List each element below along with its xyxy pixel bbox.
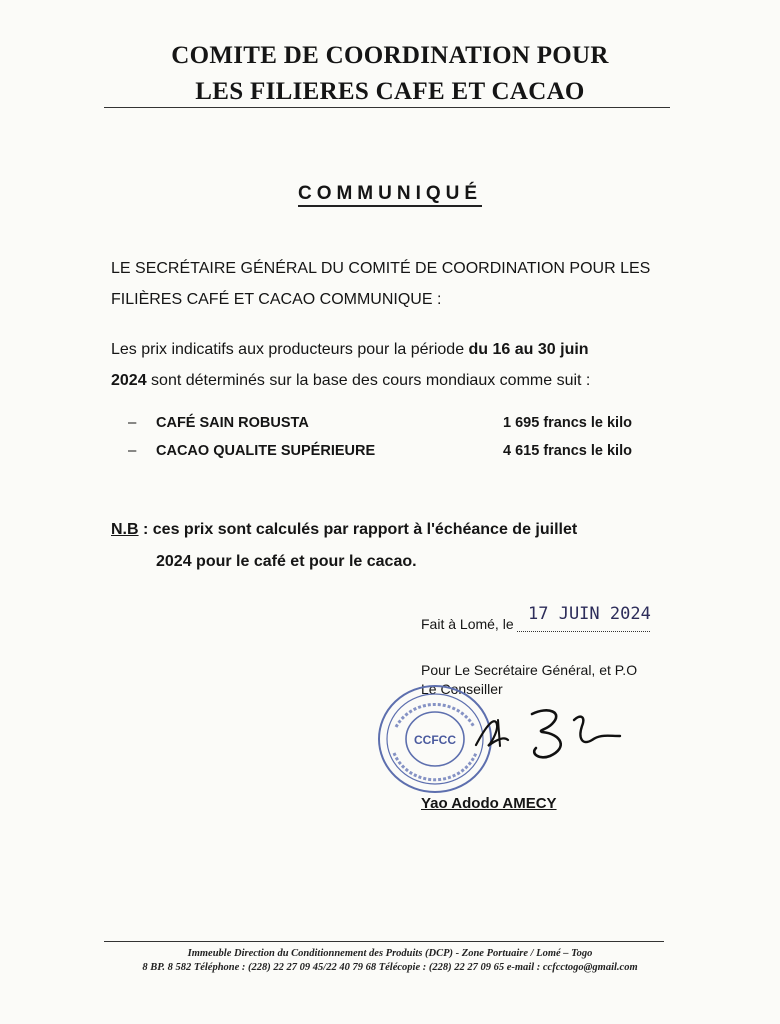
list-bullet: – xyxy=(128,414,137,431)
prices-intro-line2: 2024 sont déterminés sur la base des cours mondiaux comme suit : xyxy=(111,372,591,389)
product-name: CAFÉ SAIN ROBUSTA xyxy=(156,415,309,431)
intro-line2: FILIÈRES CAFÉ ET CACAO COMMUNIQUE : xyxy=(111,291,442,308)
signatory-for: Pour Le Secrétaire Général, et P.O xyxy=(421,662,638,678)
org-name-line1: COMITE DE COORDINATION POUR xyxy=(171,42,609,69)
stamp-text: CCFCC xyxy=(414,733,456,747)
header-rule xyxy=(104,107,670,108)
signatory-name: Yao Adodo AMECY xyxy=(421,795,557,812)
product-price: 4 615 francs le kilo xyxy=(503,443,632,459)
prices-intro-line1: Les prix indicatifs aux producteurs pour la période du 16 au 30 juin xyxy=(111,341,589,358)
list-bullet: – xyxy=(128,442,137,459)
intro-line1: LE SECRÉTAIRE GÉNÉRAL DU COMITÉ DE COORDINATION POUR LES xyxy=(111,260,651,277)
note-line2: 2024 pour le café et pour le cacao. xyxy=(156,553,417,570)
footer-contact: 8 BP. 8 582 Téléphone : (228) 22 27 09 45/22 40 79 68 Télécopie : (228) 22 27 09 65 e-mail : ccfcctogo@gmail.com xyxy=(142,962,638,973)
product-name: CACAO QUALITE SUPÉRIEURE xyxy=(156,443,376,459)
place-date-label: Fait à Lomé, le xyxy=(421,616,514,632)
note-label: N.B xyxy=(111,521,139,538)
footer-rule xyxy=(104,941,664,942)
date-dotted-line xyxy=(517,631,650,632)
footer-address: Immeuble Direction du Conditionnement des Produits (DCP) - Zone Portuaire / Lomé – Togo xyxy=(187,948,593,959)
note-line1: N.B : ces prix sont calculés par rapport à l'échéance de juillet xyxy=(111,521,578,538)
product-price: 1 695 francs le kilo xyxy=(503,415,632,431)
handwritten-signature xyxy=(470,700,630,770)
year: 2024 xyxy=(111,372,147,389)
date-stamp: 17 JUIN 2024 xyxy=(528,604,651,624)
org-name-line2: LES FILIERES CAFE ET CACAO xyxy=(195,78,585,105)
period: du 16 au 30 juin xyxy=(468,341,589,358)
page-title: COMMUNIQUÉ xyxy=(0,183,780,205)
signatory-role: Le Conseiller xyxy=(421,681,503,697)
